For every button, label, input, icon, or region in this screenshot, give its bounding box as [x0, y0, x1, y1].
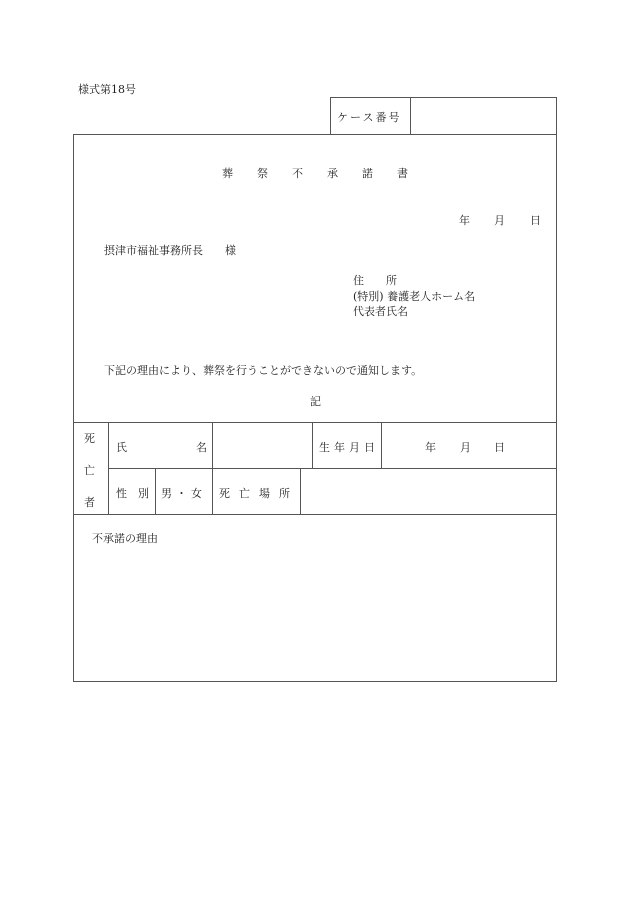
- birth-label: 生年月日: [319, 441, 379, 454]
- statement: 下記の理由により、葬祭を行うことができないので通知します。: [104, 364, 423, 377]
- birth-month: 月: [460, 441, 471, 454]
- date-month: 月: [494, 214, 505, 227]
- sender-address-label: 住 所: [353, 274, 397, 287]
- sender-home-label: (特別) 養護老人ホーム名: [353, 290, 476, 303]
- addressee: 摂津市福祉事務所長 様: [104, 244, 236, 257]
- sex-options[interactable]: 男・女: [161, 487, 206, 500]
- name-label-1: 氏: [116, 441, 127, 454]
- case-number-label: ケース番号: [337, 111, 402, 124]
- sex-label: 性 別: [116, 487, 149, 500]
- place-label: 死亡場所: [219, 487, 299, 500]
- name-label-2: 名: [196, 441, 207, 454]
- sender-rep-label: 代表者氏名: [353, 305, 408, 318]
- reason-label: 不承諾の理由: [92, 532, 158, 545]
- deceased-label-char-1: 死: [84, 432, 95, 445]
- deceased-label-char-3: 者: [84, 496, 95, 509]
- ki-label: 記: [310, 395, 321, 408]
- birth-day: 日: [494, 441, 505, 454]
- form-number: 様式第18号: [78, 83, 136, 96]
- deceased-label-char-2: 亡: [84, 464, 95, 477]
- birth-year: 年: [425, 441, 436, 454]
- date-day: 日: [530, 214, 541, 227]
- document-title: 葬祭不承諾書: [222, 167, 432, 180]
- date-year: 年: [459, 214, 470, 227]
